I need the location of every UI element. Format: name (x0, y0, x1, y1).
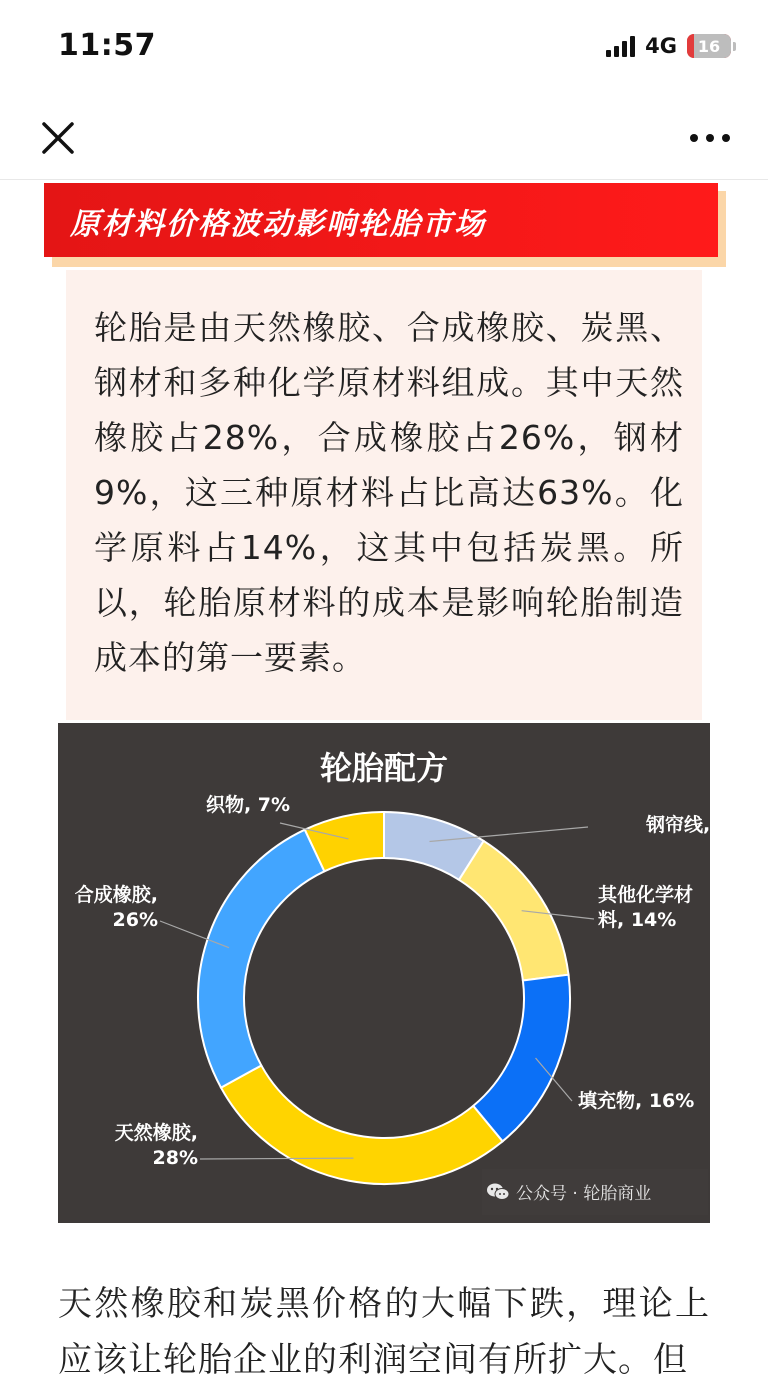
close-icon (36, 116, 80, 160)
body-paragraph: 天然橡胶和炭黑价格的大幅下跌，理论上应该让轮胎企业的利润空间有所扩大。但 (58, 1284, 710, 1380)
status-time: 11:57 (58, 28, 156, 63)
banner-background (44, 183, 718, 257)
close-button[interactable] (36, 116, 80, 160)
section-title: 原材料价格波动影响轮胎市场 (70, 207, 486, 242)
pie-slice (198, 830, 324, 1088)
battery-level: 16 (697, 36, 721, 56)
slice-label: 其他化学材料, 14% (598, 884, 694, 931)
slice-label: 织物, 7% (205, 794, 291, 816)
battery-icon (687, 34, 731, 58)
battery-level-fill (687, 34, 694, 58)
battery-tip (733, 42, 736, 51)
more-button[interactable] (688, 120, 732, 156)
pie-slice (459, 841, 569, 980)
slice-label: 钢帘线, 9% (646, 814, 750, 836)
nav-bar (0, 96, 768, 180)
slice-label: 天然橡胶, 28% (114, 1122, 198, 1169)
status-bar (0, 0, 768, 96)
slice-label: 填充物, 16% (578, 1090, 695, 1112)
chart-title: 轮胎配方 (319, 749, 448, 787)
watermark (486, 1179, 651, 1204)
status-indicators (606, 34, 736, 58)
watermark-text: 公众号 · 轮胎商业 (516, 1184, 652, 1204)
donut-chart-svg (58, 723, 750, 1223)
intro-paragraph: 轮胎是由天然橡胶、合成橡胶、炭黑、钢材和多种化学原材料组成。其中天然橡胶占28%，合成橡胶占26%，钢材9%，这三种原材料占比高达63%。化学原料占14%，这其中包括炭黑。所以，轮胎原材料的成本是影响轮胎制造成本的第一要素。 (94, 308, 684, 677)
intro-box (66, 270, 702, 720)
more-horizontal-icon (688, 120, 732, 156)
slice-label: 合成橡胶, 26% (74, 884, 158, 931)
pie-slice (473, 975, 570, 1142)
signal-icon (606, 35, 635, 57)
pie-slice (221, 1065, 503, 1184)
section-banner (44, 183, 726, 269)
wechat-icon (486, 1182, 510, 1202)
network-type: 4G (645, 34, 677, 58)
tire-formula-chart (58, 723, 750, 1223)
